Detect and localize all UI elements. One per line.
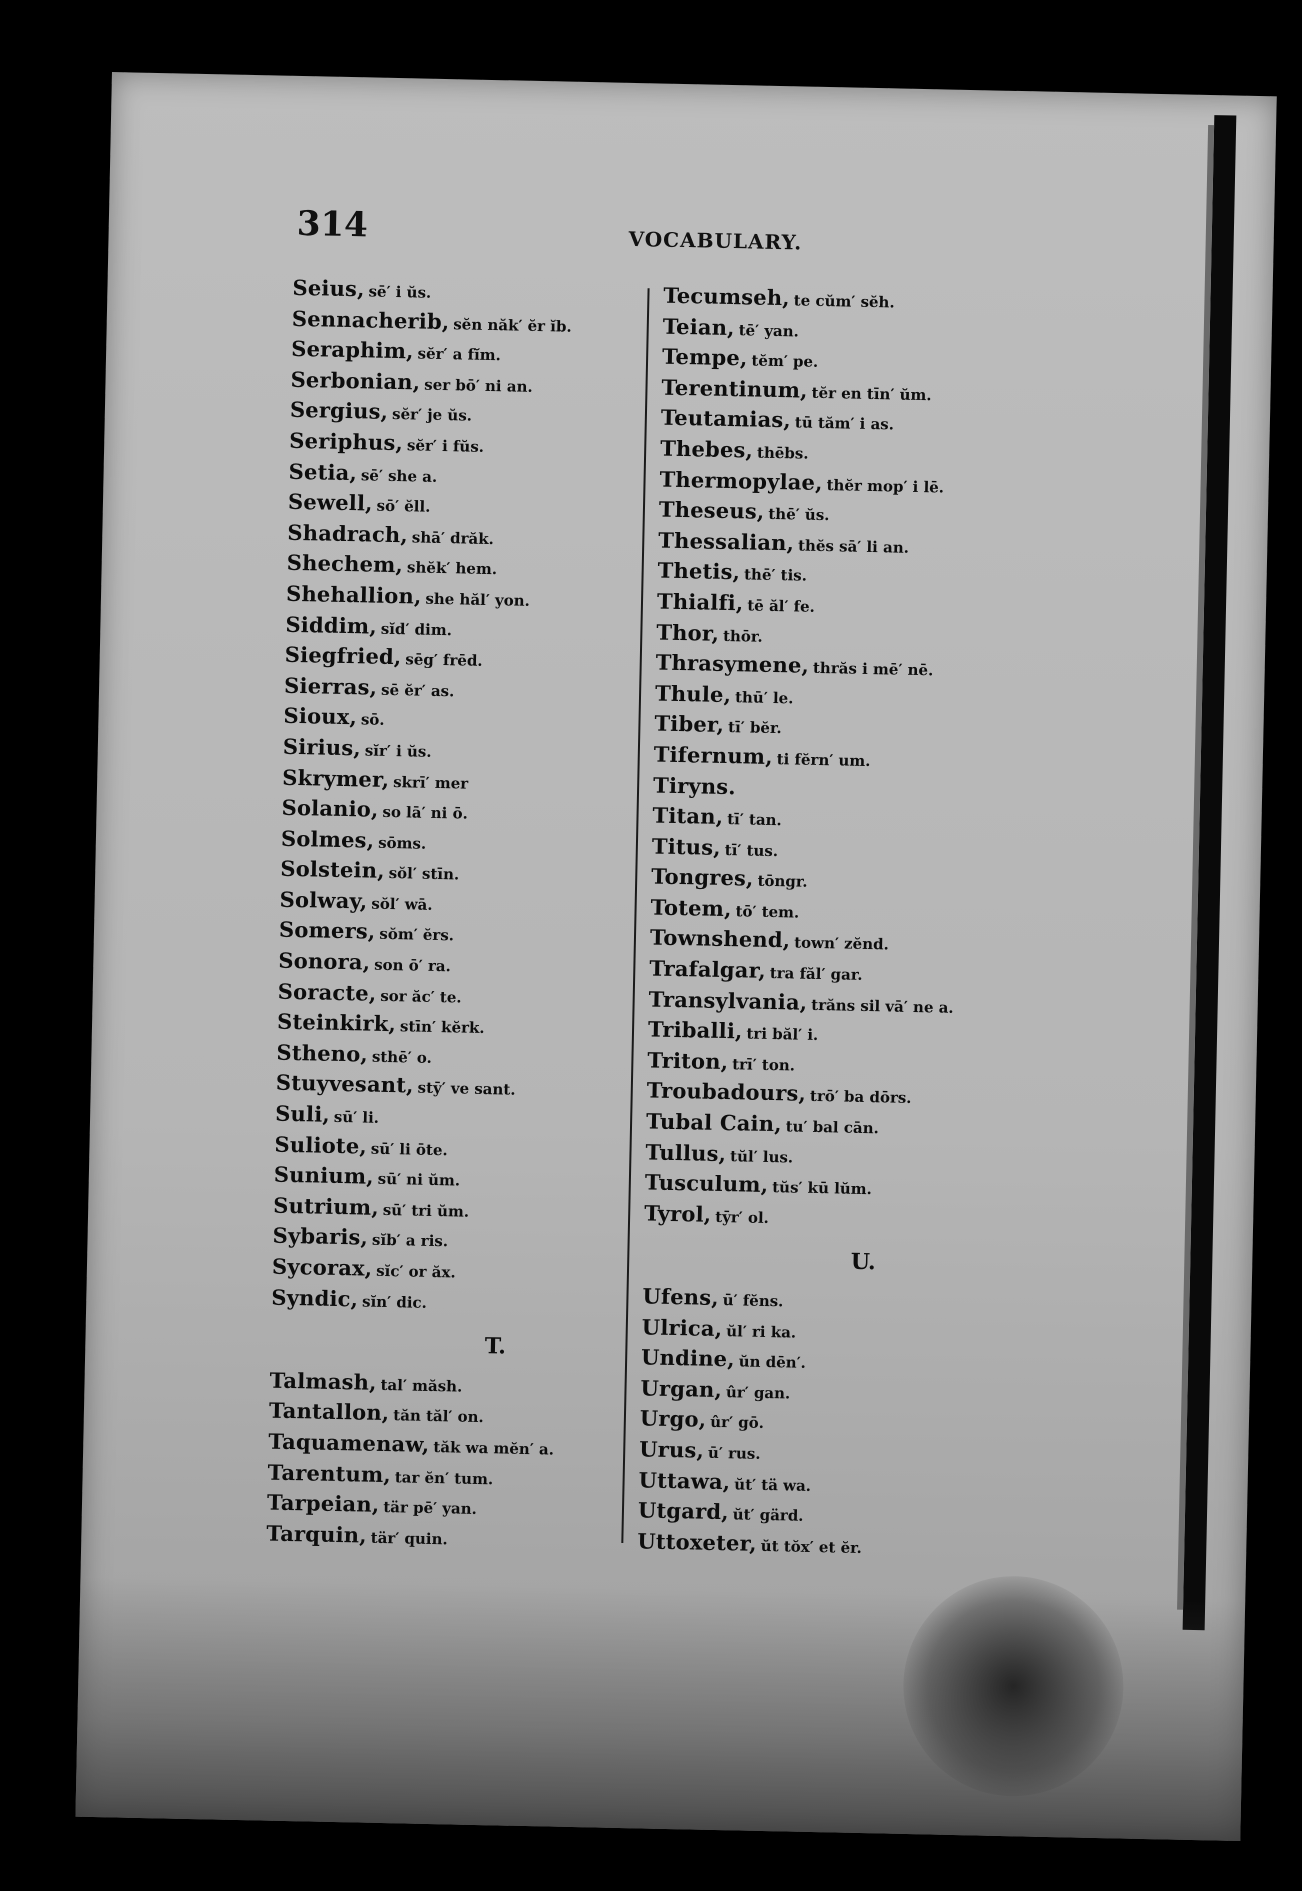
entry-headword: Sycorax, <box>271 1253 373 1281</box>
entry-headword: Terentinum, <box>661 374 808 403</box>
entry-headword: Ulrica, <box>641 1313 723 1341</box>
section-heading-t: T. <box>484 1333 507 1360</box>
entry-pronunciation: sĭr′ i ŭs. <box>364 741 432 761</box>
entry-headword: Transylvania, <box>648 986 808 1015</box>
entry-headword: Tecumseh, <box>663 282 791 311</box>
entry-headword: Townshend, <box>649 924 791 953</box>
entry-pronunciation: tŭs′ kū lŭm. <box>772 1178 873 1199</box>
entry-headword: Sewell, <box>287 488 373 516</box>
entry-headword: Titus, <box>651 833 722 860</box>
entry-pronunciation: tar ĕn′ tum. <box>394 1467 494 1488</box>
entry-headword: Seriphus, <box>289 427 404 456</box>
entry-headword: Shehallion, <box>285 580 422 609</box>
entry-headword: Talmash, <box>269 1367 377 1395</box>
entry-pronunciation: tō′ tem. <box>735 902 800 922</box>
entry-pronunciation: stīn′ kĕrk. <box>399 1017 485 1038</box>
entry-headword: Sergius, <box>289 397 389 425</box>
entry-pronunciation: son ō′ ra. <box>374 955 451 976</box>
entry-headword: Thule, <box>654 680 732 707</box>
entry-pronunciation: sū′ li. <box>333 1107 380 1127</box>
entry-headword: Tusculum, <box>644 1169 769 1198</box>
entry-headword: Tiryns. <box>652 771 737 799</box>
entry-headword: Sybaris, <box>272 1223 369 1251</box>
entry-pronunciation: thēbs. <box>756 443 809 463</box>
entry-pronunciation: tĕr en tīn′ ŭm. <box>811 383 932 405</box>
entry-headword: Siddim, <box>285 611 378 639</box>
entry-headword: Triton, <box>647 1047 729 1074</box>
entry-pronunciation: trăns sil vā′ ne a. <box>811 995 954 1017</box>
entry-pronunciation: sēg′ frēd. <box>405 650 483 671</box>
section-heading-u: U. <box>850 1249 876 1276</box>
entry-headword: Thermopylae, <box>659 466 823 495</box>
entry-pronunciation: sō. <box>360 710 385 730</box>
entry-headword: Sunium, <box>273 1161 375 1189</box>
entry-headword: Urgo, <box>639 1405 707 1433</box>
entry-pronunciation: trī′ ton. <box>731 1055 796 1075</box>
entry-pronunciation: town′ zĕnd. <box>794 933 889 954</box>
entry-pronunciation: thē′ tis. <box>743 565 808 586</box>
entry-headword: Setia, <box>288 458 358 485</box>
entry-pronunciation: tăk wa mĕn′ a. <box>433 1438 555 1459</box>
entry-headword: Titan, <box>652 802 724 830</box>
entry-pronunciation: sē ĕr′ as. <box>380 680 455 701</box>
entry-pronunciation: sū′ li ōte. <box>370 1139 448 1159</box>
left-column <box>266 274 683 1558</box>
entry-pronunciation: trō′ ba dōrs. <box>809 1087 912 1108</box>
entry-headword: Sioux, <box>283 703 358 730</box>
entry-pronunciation: sĭd′ dim. <box>380 619 453 639</box>
entry-pronunciation: tär′ quin. <box>370 1528 448 1549</box>
entry-pronunciation: te cŭm′ sĕh. <box>793 291 895 312</box>
entry-headword: Tullus, <box>645 1139 727 1166</box>
entry-headword: Syndic, <box>271 1284 359 1312</box>
entry-pronunciation: sōms. <box>378 833 427 853</box>
entry-pronunciation: sĭc′ or ăx. <box>376 1261 456 1282</box>
entry-headword: Suli, <box>274 1100 331 1127</box>
entry-headword: Solstein, <box>280 855 385 884</box>
entry-headword: Urgan, <box>640 1375 723 1402</box>
entry-headword: Ufens, <box>642 1283 720 1310</box>
entry-pronunciation: sō′ ĕll. <box>376 496 431 516</box>
entry-headword: Serbonian, <box>290 366 421 395</box>
entry-pronunciation: tī′ bĕr. <box>727 718 782 738</box>
entry-headword: Soracte, <box>277 978 377 1006</box>
entry-headword: Tifernum, <box>653 741 774 769</box>
entry-pronunciation: tī′ tus. <box>724 840 779 860</box>
entry-headword: Trafalgar, <box>649 955 767 983</box>
entry-headword: Solway, <box>279 886 368 914</box>
right-column <box>637 282 1064 1566</box>
entry-pronunciation: tōngr. <box>757 871 808 892</box>
entry-pronunciation: shĕk′ hem. <box>406 558 498 579</box>
entry-pronunciation: sor ăc′ te. <box>380 986 462 1007</box>
entry-pronunciation: sĕr′ a fĭm. <box>417 344 502 365</box>
entry-pronunciation: ûr′ gan. <box>725 1382 791 1403</box>
entries-u <box>637 1282 1043 1566</box>
book-page <box>75 72 1276 1841</box>
entries-t-continued <box>644 282 1064 1239</box>
entry-pronunciation: tal′ măsh. <box>380 1375 463 1396</box>
entry-pronunciation: sĕr′ i fŭs. <box>406 436 485 456</box>
entry-pronunciation: thōr. <box>722 626 763 646</box>
entry-headword: Seraphim, <box>290 336 414 364</box>
entry-headword: Somers, <box>278 917 376 945</box>
entry-headword: Teian, <box>662 313 736 340</box>
entry-pronunciation: she hăl′ yon. <box>425 589 531 610</box>
entry-headword: Uttoxeter, <box>637 1528 758 1556</box>
entry-pronunciation: tär pē′ yan. <box>383 1498 478 1519</box>
entry-pronunciation: shā′ drăk. <box>411 528 495 548</box>
entry-headword: Seius, <box>292 274 365 302</box>
entry-pronunciation: sū′ ni ŭm. <box>377 1170 461 1190</box>
entry-headword: Tongres, <box>651 863 754 891</box>
entry-pronunciation: sē′ she a. <box>360 465 438 486</box>
entry-headword: Sutrium, <box>273 1192 380 1220</box>
entry-headword: Stuyvesant, <box>275 1070 414 1098</box>
entry-headword: Skrymer, <box>282 764 390 792</box>
entry-headword: Troubadours, <box>646 1077 807 1107</box>
entry-pronunciation: so lā′ ni ō. <box>382 802 468 823</box>
entry-headword: Shechem, <box>286 550 404 578</box>
entry-pronunciation: thrăs i mē′ nē. <box>812 658 934 680</box>
entry-pronunciation: tĕm′ pe. <box>751 351 819 372</box>
entry-pronunciation: sŏm′ ĕrs. <box>379 925 455 945</box>
entry-pronunciation: thē′ ŭs. <box>768 505 830 525</box>
entry-headword: Tarquin, <box>266 1520 368 1548</box>
entry-pronunciation: sŏl′ wā. <box>371 894 433 914</box>
entry-headword: Uttawa, <box>638 1466 731 1494</box>
entry-headword: Tiber, <box>654 710 725 738</box>
entry-pronunciation: sē′ i ŭs. <box>368 282 432 302</box>
entry-headword: Tarentum, <box>267 1459 392 1487</box>
entry-headword: Siegfried, <box>284 641 402 670</box>
entry-pronunciation: tri băl′ i. <box>746 1024 819 1045</box>
entry-pronunciation: sŏl′ stīn. <box>388 864 460 884</box>
entry-pronunciation: tū tăm′ i as. <box>794 413 895 434</box>
entry-pronunciation: tŭl′ lus. <box>729 1146 794 1167</box>
entry-pronunciation: sĭb′ a ris. <box>371 1231 449 1251</box>
entry-pronunciation: sū′ tri ŭm. <box>382 1200 470 1221</box>
entry-pronunciation: tī′ tan. <box>727 810 782 830</box>
entry-pronunciation: ŭn dēn′. <box>738 1352 807 1372</box>
entries-t <box>266 1366 660 1558</box>
entry-headword: Sonora, <box>278 947 371 975</box>
entry-pronunciation: ti fĕrn′ um. <box>776 749 871 770</box>
entry-pronunciation: ū′ rus. <box>707 1443 761 1463</box>
running-head: VOCABULARY. <box>628 226 803 255</box>
entry-pronunciation: thĕr mop′ i lē. <box>826 475 945 497</box>
entry-pronunciation: ser bō′ ni an. <box>424 375 533 396</box>
entry-headword: Thebes, <box>659 435 754 463</box>
entry-headword: Tempe, <box>661 343 748 371</box>
page-number: 314 <box>296 203 369 246</box>
entry-headword: Sierras, <box>283 672 378 700</box>
entry-headword: Triballi, <box>647 1016 743 1044</box>
entry-pronunciation: skrī′ mer <box>393 772 469 793</box>
entry-headword: Stheno, <box>276 1039 369 1067</box>
entry-headword: Solmes, <box>280 825 375 853</box>
entry-headword: Tyrol, <box>643 1200 712 1227</box>
entry-headword: Tarpeian, <box>266 1489 380 1518</box>
entry-pronunciation: ŭt′ tä wa. <box>734 1474 812 1495</box>
entry-headword: Steinkirk, <box>276 1008 397 1037</box>
entry-headword: Urus, <box>639 1436 705 1463</box>
entry-headword: Taquamenaw, <box>268 1428 430 1457</box>
entry-pronunciation: tu′ bal cān. <box>785 1117 879 1138</box>
entry-headword: Tubal Cain, <box>645 1108 783 1137</box>
entry-pronunciation: tra făl′ gar. <box>769 964 863 984</box>
entry-headword: Sirius, <box>282 733 362 761</box>
entry-pronunciation: ŭt′ gärd. <box>732 1505 804 1525</box>
entry-headword: Utgard, <box>637 1497 730 1525</box>
entry-headword: Thessalian, <box>658 527 795 556</box>
entry-headword: Tantallon, <box>268 1397 390 1426</box>
entry-headword: Teutamias, <box>660 404 792 433</box>
entry-pronunciation: sĭn′ dic. <box>361 1292 428 1312</box>
entry-pronunciation: tē′ yan. <box>738 320 800 341</box>
entry-headword: Solanio, <box>281 794 379 822</box>
entry-pronunciation: ûr′ gō. <box>710 1413 765 1433</box>
entry-pronunciation: stȳ′ ve sant. <box>417 1079 516 1100</box>
entry-pronunciation: tăn tăl′ on. <box>393 1406 484 1427</box>
entry-pronunciation: thū′ le. <box>734 687 794 708</box>
entry-pronunciation: thĕs sā′ li an. <box>797 536 910 557</box>
entries-s <box>271 274 683 1322</box>
entry-pronunciation: sĕn năk′ ĕr ĭb. <box>453 314 572 336</box>
entry-headword: Totem, <box>650 894 732 922</box>
entry-pronunciation: ū′ fĕns. <box>722 1291 784 1311</box>
entry-pronunciation: ŭl′ ri ka. <box>726 1321 797 1342</box>
entry-pronunciation: tē ăl′ fe. <box>747 596 816 616</box>
entry-pronunciation: ŭt tŏx′ et ĕr. <box>760 1536 863 1557</box>
entry-headword: Thetis, <box>657 557 741 585</box>
entry-headword: Thor, <box>656 619 720 646</box>
entry-headword: Undine, <box>640 1344 736 1372</box>
entry-headword: Theseus, <box>658 496 765 524</box>
entry-pronunciation: sĕr′ je ŭs. <box>391 405 473 425</box>
entry-headword: Sennacherib, <box>291 305 450 334</box>
entry-headword: Thialfi, <box>656 588 744 616</box>
entry-pronunciation: tȳr′ ol. <box>715 1207 770 1227</box>
entry-pronunciation: sthē′ o. <box>371 1047 433 1067</box>
entry-headword: Thrasymene, <box>655 649 810 678</box>
entry-headword: Suliote, <box>274 1131 368 1159</box>
entry-headword: Shadrach, <box>287 519 409 548</box>
